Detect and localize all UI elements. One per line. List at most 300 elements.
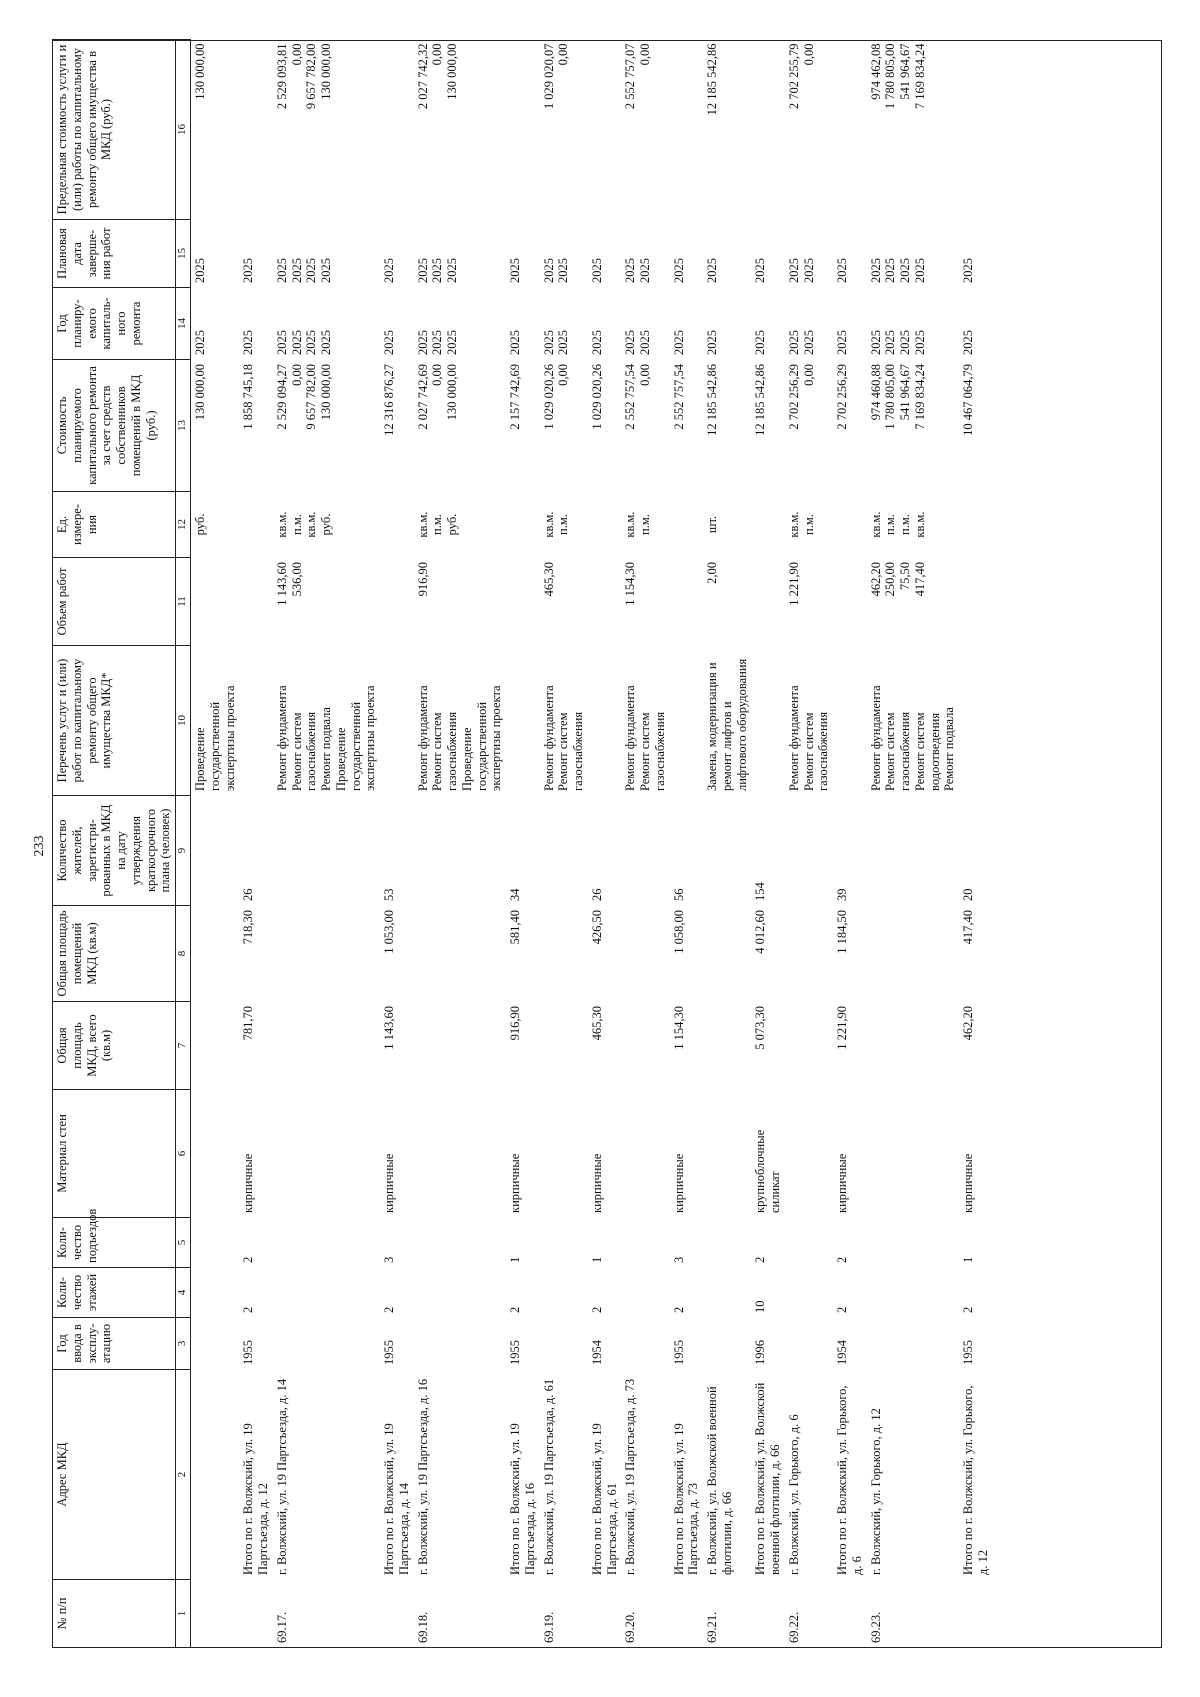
year-built-text: 1955 [508,1340,522,1365]
unit-line: п.м. [638,514,652,535]
row-number-text: 69.18. [415,1611,430,1643]
repair-year-cell [273,288,380,360]
column-number: 14 [176,288,191,360]
unit-cell [506,492,540,558]
unit-cell [670,492,704,558]
repair-year-line: 2025 [289,330,304,355]
completion-date-line: 2025 [883,258,898,283]
address-text: Итого по г. Волжский, ул. 19 Партсъезда, д. 16 [508,1423,537,1575]
repair-year-cell [670,288,704,360]
premises-area-cell [785,906,833,1002]
address-cell [239,1370,273,1580]
completion-date-line: 2025 [445,258,459,283]
max-cost-cell [785,40,833,220]
repair-year-line: 2025 [801,330,816,355]
unit-line: кв.м. [623,511,638,538]
work-volume-cell [239,558,273,646]
column-number: 9 [176,796,191,906]
planned-cost-cell [239,360,273,492]
wall-material-text: кирпичные [382,1153,396,1213]
residents-cell [239,796,273,906]
year-built-cell [621,1318,669,1370]
total-area-text: 465,30 [589,1006,604,1041]
max-cost-line: 0,00 [556,43,571,66]
repair-year-line: 2025 [912,330,927,355]
works-list-cell [273,646,380,796]
address-cell [751,1370,785,1580]
planned-cost-cell [867,360,960,492]
premises-area-cell [191,906,240,1002]
repair-year-cell [703,288,751,360]
total-area-text: 462,20 [961,1006,975,1041]
floors-text: 2 [961,1306,975,1313]
completion-date-cell [273,220,380,288]
max-cost-cell [191,40,240,220]
year-built-cell [670,1318,704,1370]
completion-date-cell [506,220,540,288]
unit-cell [703,492,751,558]
total-area-cell [785,1002,833,1090]
row-number-cell [703,1580,751,1648]
year-built-cell [833,1318,867,1370]
works-list-cell [588,646,622,796]
year-built-cell [588,1318,622,1370]
year-built-text: 1954 [589,1340,604,1365]
works-list-cell [540,646,588,796]
column-number: 4 [176,1268,191,1318]
max-cost-cell [703,40,751,220]
planned-cost-cell [588,360,622,492]
year-built-cell [273,1318,380,1370]
floors-text: 2 [589,1306,604,1313]
planned-cost-line: 12 316 876,27 [382,364,396,436]
table-row [414,40,507,1648]
repair-year-line: 2025 [671,330,686,355]
completion-date-line: 2025 [589,258,604,283]
entrances-text: 3 [671,1256,686,1263]
works-list-cell [959,646,993,796]
planned-cost-cell [621,360,669,492]
max-cost-cell [588,40,622,220]
planned-cost-line: 2 529 094,27 [274,364,289,430]
work-volume-cell [540,558,588,646]
address-cell [785,1370,833,1580]
address-cell [273,1370,380,1580]
repair-year-line: 2025 [508,330,522,355]
address-cell [191,1370,240,1580]
wall-material-text: кирпичные [961,1153,975,1213]
unit-cell [751,492,785,558]
premises-area-text: 581,40 [508,910,522,945]
works-list-cell [414,646,507,796]
works-list-cell [703,646,751,796]
repair-year-cell [959,288,993,360]
residents-cell [273,796,380,906]
residents-cell [867,796,960,906]
total-area-cell [621,1002,669,1090]
year-built-text: 1955 [241,1340,256,1365]
planned-cost-line: 130 000,00 [193,364,207,421]
completion-date-line: 2025 [835,258,849,283]
row-number-cell [785,1580,833,1648]
works-list-cell [621,646,669,796]
header-row [53,40,176,1648]
total-area-text: 1 221,90 [835,1006,849,1050]
completion-date-cell [239,220,273,288]
row-number-cell [959,1580,993,1648]
residents-cell [751,796,785,906]
entrances-cell [751,1218,785,1268]
row-number-cell [833,1580,867,1648]
residents-cell [540,796,588,906]
floors-cell [588,1268,622,1318]
unit-line: кв.м. [274,511,289,538]
completion-date-line: 2025 [638,258,652,283]
planned-cost-line: 2 702 256,29 [786,364,801,430]
max-cost-line: 541 964,67 [898,43,912,100]
completion-date-line: 2025 [671,258,686,283]
planned-cost-cell [273,360,380,492]
works-list-line: Ремонт фундамента [274,685,289,791]
address-cell [380,1370,414,1580]
floors-cell [414,1268,507,1318]
floors-cell [959,1268,993,1318]
max-cost-line: 12 185 542,86 [705,43,719,116]
unit-cell [540,492,588,558]
table-row [273,40,380,1648]
completion-date-line: 2025 [382,258,396,283]
header-cell: Коли-чество этажей [53,1268,176,1318]
floors-text: 2 [508,1306,522,1313]
unit-cell [867,492,960,558]
work-volume-cell [785,558,833,646]
planned-cost-line: 0,00 [801,364,816,386]
works-list-line: Проведение государственной экспертизы проекта [193,685,237,791]
max-cost-cell [959,40,993,220]
work-volume-cell [959,558,993,646]
address-text: г. Волжский, ул. Горького, д. 12 [868,1408,883,1575]
completion-date-line: 2025 [274,258,289,283]
address-text: Итого по г. Волжский, ул. Волжской военной флотилии, д. 66 [753,1382,782,1575]
unit-line: руб. [445,513,459,536]
planned-cost-line: 974 460,88 [868,364,883,421]
work-volume-line: 1 154,30 [623,562,638,606]
year-built-cell [540,1318,588,1370]
residents-text: 56 [671,888,686,901]
repair-year-line: 2025 [868,330,883,355]
repair-year-line: 2025 [382,330,396,355]
works-list-line: Ремонт систем газоснабжения [883,711,912,791]
planned-cost-line: 2 702 256,29 [835,364,849,430]
planned-cost-line: 541 964,67 [898,364,912,421]
completion-date-line: 2025 [961,258,975,283]
wall-material-cell [785,1090,833,1218]
address-cell [670,1370,704,1580]
floors-cell [621,1268,669,1318]
total-area-cell [380,1002,414,1090]
repair-year-cell [588,288,622,360]
works-list-cell [191,646,240,796]
repair-year-line: 2025 [883,330,898,355]
wall-material-cell [191,1090,240,1218]
year-built-cell [239,1318,273,1370]
wall-material-cell [588,1090,622,1218]
work-volume-cell [414,558,507,646]
premises-area-cell [273,906,380,1002]
completion-date-line: 2025 [193,258,207,283]
work-volume-cell [833,558,867,646]
planned-cost-line: 2 157 742,69 [508,364,522,430]
planned-cost-line: 0,00 [430,364,445,386]
wall-material-cell [273,1090,380,1218]
unit-cell [414,492,507,558]
completion-date-cell [414,220,507,288]
row-number-text: 69.22. [786,1611,801,1643]
work-volume-cell [703,558,751,646]
wall-material-cell [540,1090,588,1218]
address-text: Итого по г. Волжский, ул. 19 Партсъезда, д. 61 [589,1423,619,1575]
wall-material-cell [670,1090,704,1218]
max-cost-line: 2 529 093,81 [274,43,289,110]
column-number: 2 [176,1370,191,1580]
repair-year-cell [751,288,785,360]
wall-material-cell [506,1090,540,1218]
unit-line: кв.м. [541,511,556,538]
max-cost-line: 0,00 [638,43,652,66]
works-list-line: Ремонт фундамента [786,685,801,791]
row-number-cell [751,1580,785,1648]
wall-material-cell [751,1090,785,1218]
header-cell: Плановая дата заверше-ния работ [53,220,176,288]
total-area-cell [703,1002,751,1090]
total-area-cell [239,1002,273,1090]
row-number-cell [414,1580,507,1648]
column-number: 11 [176,558,191,646]
address-text: Итого по г. Волжский, ул. 19 Партсъезда, д. 12 [241,1423,270,1575]
header-cell: Количество жителей, зарегистри-рованных в МКД на дату утверждения краткосрочного плана (человек) [53,796,176,906]
wall-material-text: кирпичные [671,1153,686,1213]
completion-date-cell [833,220,867,288]
completion-date-line: 2025 [898,258,912,283]
total-area-cell [191,1002,240,1090]
completion-date-line: 2025 [541,258,556,283]
completion-date-line: 2025 [241,258,256,283]
wall-material-cell [867,1090,960,1218]
unit-cell [239,492,273,558]
completion-date-line: 2025 [786,258,801,283]
works-list-line: Проведение государственной экспертизы проекта [333,685,378,791]
residents-cell [833,796,867,906]
header-cell: Коли-чество подъездов [53,1218,176,1268]
address-cell [621,1370,669,1580]
work-volume-line: 417,40 [912,562,927,597]
works-list-line: Ремонт систем газоснабжения [556,711,585,791]
works-list-line: Замена, модернизация и ремонт лифтов и лифтового оборудования [705,658,749,791]
entrances-cell [380,1218,414,1268]
works-list-line: Ремонт фундамента [415,685,430,791]
row-number-cell [273,1580,380,1648]
total-area-cell [751,1002,785,1090]
completion-date-line: 2025 [912,258,927,283]
works-list-cell [506,646,540,796]
address-text: г. Волжский, ул. 19 Партсъезда, д. 14 [274,1378,289,1575]
completion-date-line: 2025 [415,258,430,283]
table-row [867,40,960,1648]
residents-text: 26 [589,888,604,901]
completion-date-cell [380,220,414,288]
column-number: 5 [176,1218,191,1268]
works-list-line: Ремонт фундамента [623,685,638,791]
premises-area-cell [380,906,414,1002]
header-cell: Год планиру-емого капиталь-ного ремонта [53,288,176,360]
header-cell: Материал стен [53,1090,176,1218]
page-number: 233 [32,835,47,857]
floors-text: 2 [382,1306,396,1313]
entrances-cell [273,1218,380,1268]
header-cell: Адрес МКД [53,1370,176,1580]
work-volume-cell [867,558,960,646]
column-number: 7 [176,1002,191,1090]
unit-line: кв.м. [304,511,319,538]
floors-cell [751,1268,785,1318]
address-cell [540,1370,588,1580]
work-volume-cell [506,558,540,646]
entrances-cell [506,1218,540,1268]
works-list-line: Ремонт систем газоснабжения [801,711,831,791]
completion-date-cell [703,220,751,288]
total-area-cell [670,1002,704,1090]
planned-cost-line: 1 780 805,00 [883,364,898,430]
entrances-cell [239,1218,273,1268]
max-cost-line: 2 552 757,07 [623,43,638,110]
premises-area-cell [588,906,622,1002]
residents-cell [959,796,993,906]
max-cost-line: 1 780 805,00 [883,43,898,110]
entrances-cell [959,1218,993,1268]
work-volume-cell [670,558,704,646]
works-list-cell [239,646,273,796]
max-cost-cell [273,40,380,220]
completion-date-cell [867,220,960,288]
table-row [785,40,833,1648]
work-volume-cell [191,558,240,646]
table-row [751,40,785,1648]
premises-area-text: 718,30 [241,910,256,945]
repair-year-line: 2025 [753,330,768,355]
unit-line: п.м. [556,514,571,535]
planned-cost-cell [833,360,867,492]
row-number-cell [867,1580,960,1648]
repair-year-line: 2025 [541,330,556,355]
year-built-cell [751,1318,785,1370]
repair-year-cell [191,288,240,360]
planned-cost-line: 9 657 782,00 [304,364,319,430]
max-cost-cell [751,40,785,220]
residents-cell [670,796,704,906]
entrances-text: 2 [241,1256,256,1263]
header-cell: Объем работ [53,558,176,646]
repair-year-cell [239,288,273,360]
max-cost-line: 974 462,08 [868,43,883,100]
planned-cost-line: 2 552 757,54 [671,364,686,430]
completion-date-cell [751,220,785,288]
floors-text: 10 [753,1300,768,1313]
work-volume-cell [621,558,669,646]
max-cost-line: 130 000,00 [319,43,333,100]
address-text: Итого по г. Волжский, ул. Горького, д. 6 [835,1385,864,1575]
floors-cell [867,1268,960,1318]
address-text: г. Волжский, ул. Волжской военной флотилии, д. 66 [705,1386,734,1575]
year-built-text: 1955 [382,1340,396,1365]
unit-line: руб. [193,513,207,536]
premises-area-cell [703,906,751,1002]
planned-cost-cell [670,360,704,492]
header-cell: Предельная стоимость услуги и (или) работы по капитальному ремонту общего имущества в МКД (руб.) [53,40,176,220]
rotated-table-container [52,40,1162,1648]
planned-cost-cell [191,360,240,492]
max-cost-cell [670,40,704,220]
planned-cost-line: 0,00 [556,364,571,386]
row-number-text: 69.17. [274,1611,289,1643]
floors-cell [506,1268,540,1318]
planned-cost-cell [540,360,588,492]
works-list-line: Ремонт подвала [319,707,333,791]
repair-year-line: 2025 [304,330,319,355]
planned-cost-cell [380,360,414,492]
floors-text: 2 [835,1306,849,1313]
unit-line: кв.м. [868,511,883,538]
works-list-cell [751,646,785,796]
entrances-cell [588,1218,622,1268]
wall-material-text: кирпичные [241,1153,256,1213]
year-built-cell [414,1318,507,1370]
works-list-line: Ремонт фундамента [868,685,883,791]
floors-text: 2 [671,1306,686,1313]
completion-date-line: 2025 [868,258,883,283]
works-list-line: Ремонт систем газоснабжения [638,711,667,791]
address-cell [506,1370,540,1580]
work-volume-line: 75,50 [898,562,912,591]
unit-cell [959,492,993,558]
completion-date-line: 2025 [801,258,816,283]
row-number-cell [670,1580,704,1648]
address-cell [588,1370,622,1580]
residents-text: 53 [382,888,396,901]
completion-date-line: 2025 [289,258,304,283]
unit-cell [833,492,867,558]
table-row [959,40,993,1648]
max-cost-line: 7 169 834,24 [912,43,927,110]
repair-year-line: 2025 [319,330,333,355]
completion-date-line: 2025 [319,258,333,283]
work-volume-line: 465,30 [541,562,556,597]
repair-year-line: 2025 [898,330,912,355]
column-number: 1 [176,1580,191,1648]
works-list-line: Ремонт систем газоснабжения [430,711,459,791]
entrances-cell [191,1218,240,1268]
repair-year-line: 2025 [241,330,256,355]
repair-year-line: 2025 [430,330,445,355]
completion-date-line: 2025 [753,258,768,283]
residents-cell [703,796,751,906]
column-number: 13 [176,360,191,492]
works-list-cell [833,646,867,796]
year-built-cell [959,1318,993,1370]
planned-cost-cell [703,360,751,492]
entrances-text: 3 [382,1256,396,1263]
wall-material-cell [414,1090,507,1218]
entrances-cell [785,1218,833,1268]
